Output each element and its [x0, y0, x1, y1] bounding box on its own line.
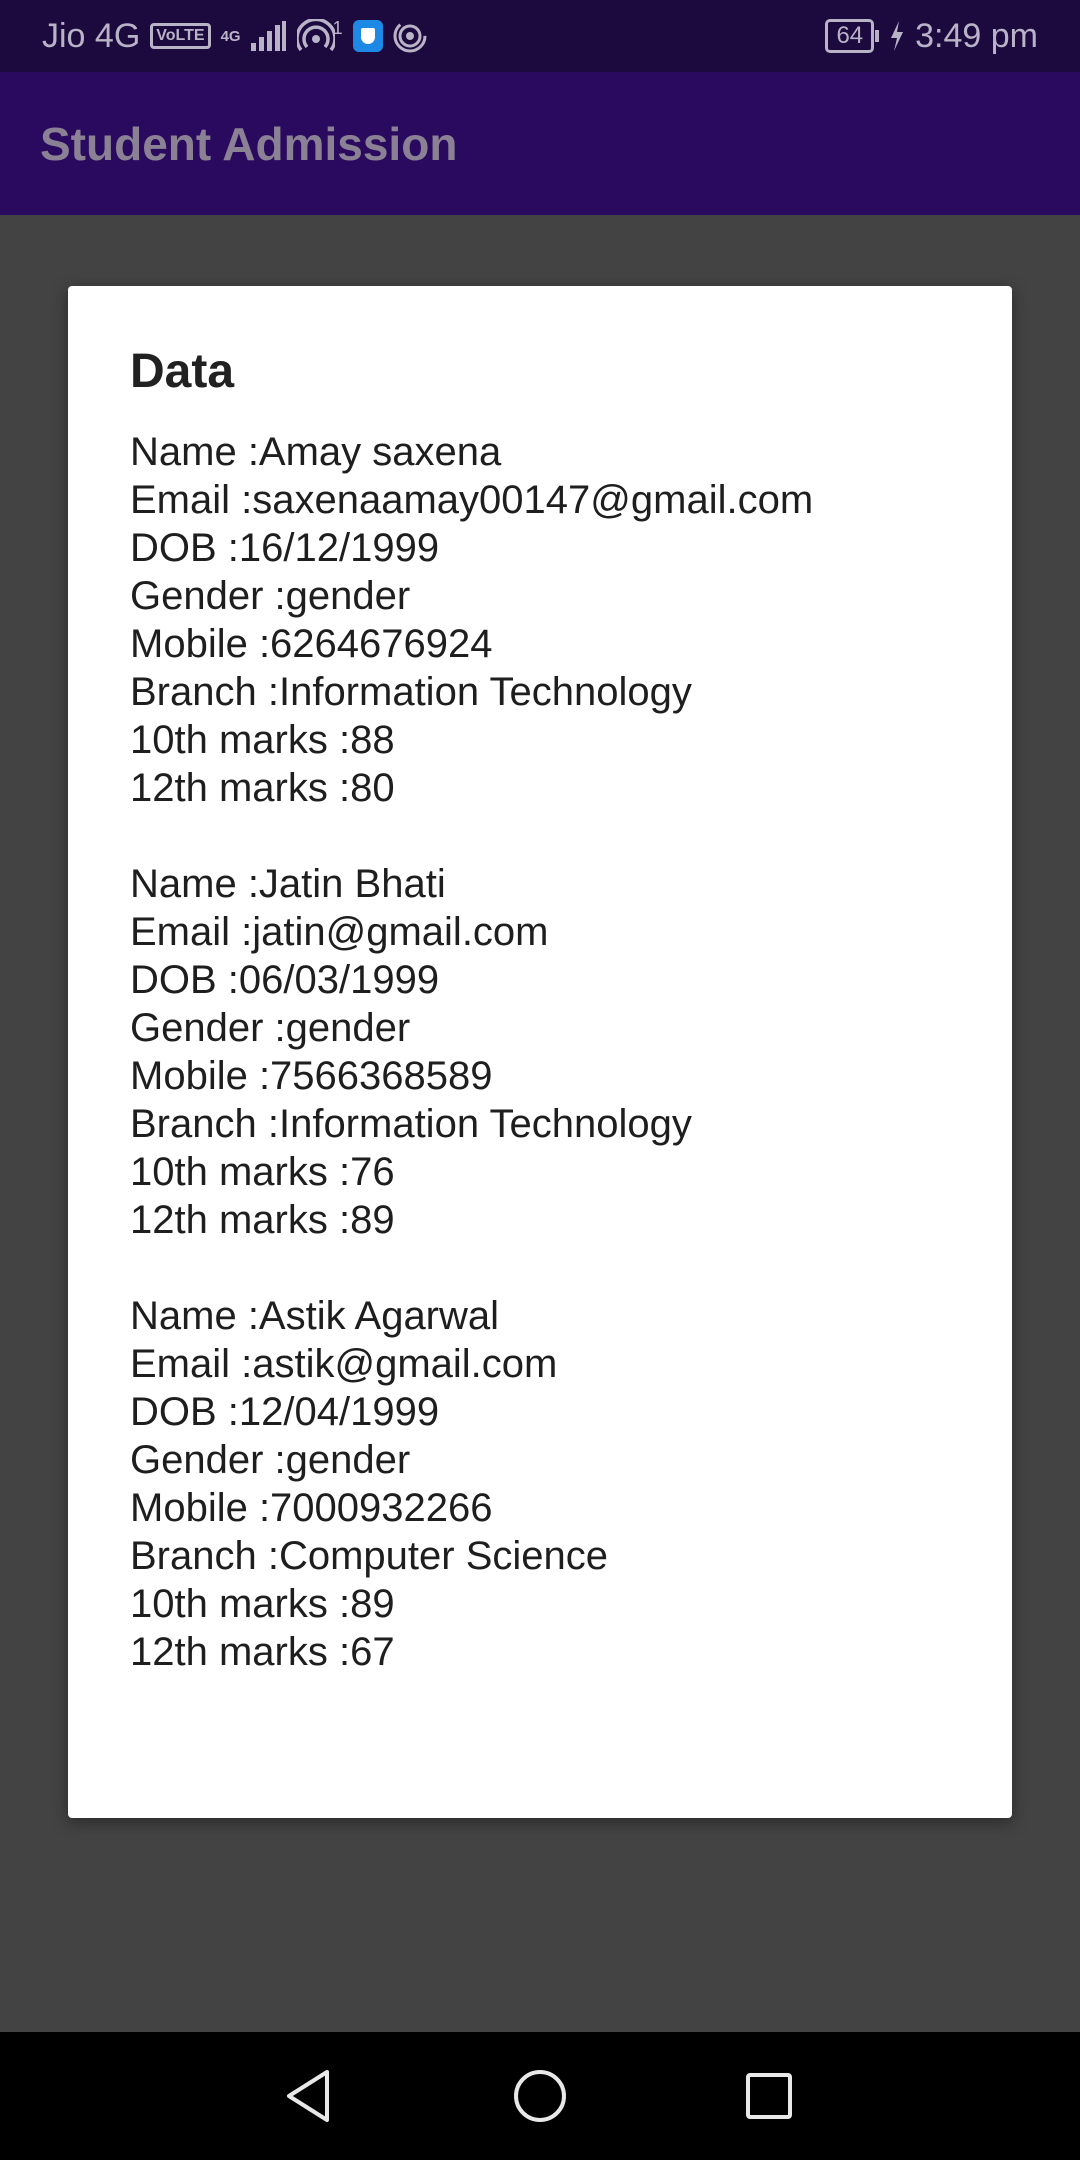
- record-12th-marks: 12th marks :80: [130, 766, 395, 810]
- record-name: Name :Astik Agarwal: [130, 1294, 500, 1338]
- charging-icon: [889, 21, 905, 51]
- record-10th-marks: 10th marks :88: [130, 718, 395, 762]
- signal-icon: [251, 21, 287, 51]
- record-branch: Branch :Information Technology: [130, 1102, 692, 1146]
- record-mobile: Mobile :6264676924: [130, 622, 493, 666]
- dialog-title: Data: [130, 345, 235, 398]
- student-record: [130, 428, 950, 812]
- volte-badge: VoLTE: [150, 23, 210, 49]
- status-bar: [0, 0, 1080, 72]
- recents-button[interactable]: [709, 2032, 829, 2160]
- network-type-label: 4G: [220, 27, 241, 45]
- back-button[interactable]: [248, 2032, 368, 2160]
- carrier-label: Jio 4G: [42, 16, 141, 55]
- student-record: [130, 1292, 950, 1676]
- record-10th-marks: 10th marks :89: [130, 1582, 395, 1626]
- student-record: [130, 860, 950, 1244]
- hotspot-count: 1: [332, 17, 343, 38]
- app-bar: [0, 72, 1080, 215]
- record-email: Email :jatin@gmail.com: [130, 910, 549, 954]
- status-right: [825, 0, 1038, 72]
- record-12th-marks: 12th marks :67: [130, 1630, 395, 1674]
- record-email: Email :saxenaamay00147@gmail.com: [130, 478, 814, 522]
- record-branch: Branch :Computer Science: [130, 1534, 609, 1578]
- record-dob: DOB :12/04/1999: [130, 1390, 440, 1434]
- record-gender: Gender :gender: [130, 1006, 411, 1050]
- cast-icon: [393, 19, 427, 53]
- battery-level: 64: [825, 19, 874, 53]
- record-mobile: Mobile :7000932266: [130, 1486, 493, 1530]
- record-10th-marks: 10th marks :76: [130, 1150, 395, 1194]
- network-type-icon: [221, 29, 241, 44]
- home-icon: [512, 2068, 568, 2124]
- data-dialog: [68, 286, 1012, 1818]
- app-title: Student Admission: [40, 117, 458, 170]
- navigation-bar: [0, 2032, 1080, 2160]
- hotspot-icon: [297, 19, 335, 53]
- status-left: [42, 0, 427, 72]
- home-button[interactable]: [480, 2032, 600, 2160]
- record-branch: Branch :Information Technology: [130, 670, 692, 714]
- battery-icon: [825, 19, 879, 53]
- back-icon: [283, 2068, 333, 2124]
- record-12th-marks: 12th marks :89: [130, 1198, 395, 1242]
- record-dob: DOB :06/03/1999: [130, 958, 440, 1002]
- record-gender: Gender :gender: [130, 1438, 411, 1482]
- record-name: Name :Amay saxena: [130, 430, 502, 474]
- record-email: Email :astik@gmail.com: [130, 1342, 558, 1386]
- record-mobile: Mobile :7566368589: [130, 1054, 493, 1098]
- record-dob: DOB :16/12/1999: [130, 526, 440, 570]
- shield-icon: [353, 20, 383, 52]
- clock: 3:49 pm: [915, 16, 1038, 55]
- recents-icon: [744, 2071, 794, 2121]
- record-gender: Gender :gender: [130, 574, 411, 618]
- record-name: Name :Jatin Bhati: [130, 862, 446, 906]
